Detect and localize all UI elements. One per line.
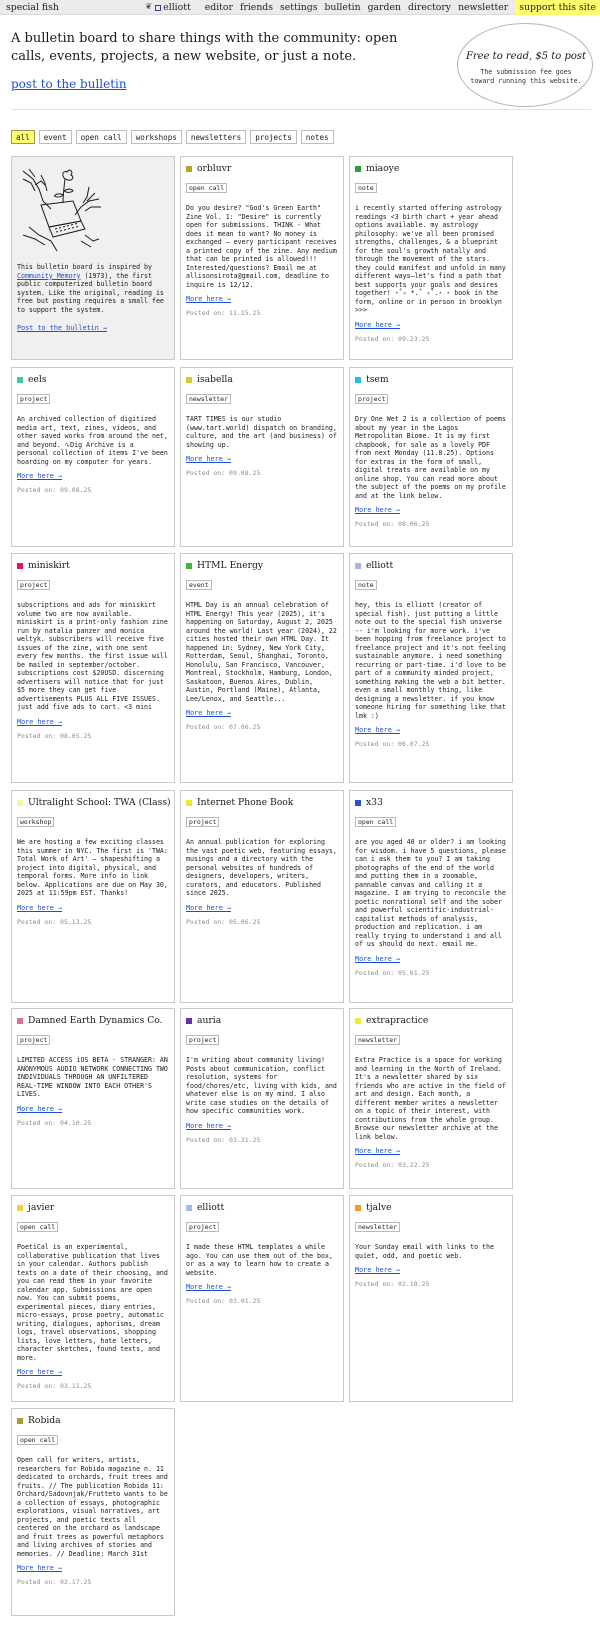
- username: elliott: [163, 2, 191, 13]
- post-card-tsem: [349, 367, 513, 547]
- post-tag: project: [17, 394, 50, 404]
- intro-text: A bulletin board to share things with the community: open calls, events, projects, a new website, or just a note.: [11, 31, 398, 64]
- computer-hands-illustration: [19, 165, 103, 253]
- top-nav: [0, 0, 600, 15]
- color-swatch: [186, 377, 192, 383]
- more-link[interactable]: More here →: [186, 1283, 232, 1291]
- post-card-elliott: [349, 553, 513, 783]
- nav-garden[interactable]: garden: [367, 2, 401, 13]
- card-header: [186, 797, 338, 809]
- post-date: Posted on: 11.15.25: [186, 309, 261, 317]
- post-tag: newsletter: [186, 394, 231, 404]
- site-name[interactable]: special fish: [6, 2, 59, 13]
- card-header: [355, 374, 507, 386]
- post-tag: open call: [186, 183, 227, 193]
- filter-newsletters[interactable]: newsletters: [186, 130, 246, 144]
- filter-bar: [11, 130, 338, 144]
- post-tag: project: [186, 1035, 219, 1045]
- post-to-bulletin-link[interactable]: post to the bulletin: [11, 77, 127, 91]
- post-author[interactable]: auria: [197, 1015, 222, 1026]
- color-swatch: [355, 800, 361, 806]
- post-body: Open call for writers, artists, researchers for Robida magazine n. 11 dedicated to orchards, fruit trees and fruits. // The publication Robida 11: Orchard/Sadovnjak/Frutteto wants to be a collection of essays, photographic explorations, visual narratives, art projects, and poetic texts all centered on the orchard as landscape and fruit trees as powerful metaphors and living archives of stories and memories. // Deadline: March 31st: [17, 1456, 168, 1558]
- post-tag: project: [17, 580, 50, 590]
- post-author[interactable]: extrapractice: [366, 1015, 429, 1026]
- post-date: Posted on: 08.05.25: [17, 731, 92, 740]
- color-swatch: [186, 1018, 192, 1024]
- post-body: Dry One Wet 2 is a collection of poems about my year in the Lagos Metropolitan Biome. It is my first chapbook, for sale as a lovely PDF from next Monday (11.8.25). Options for extras in the form of small, digital treats are available on my online shop. You can read more about the subject of the poems on my profile and at the link below.: [355, 415, 506, 500]
- post-tag: project: [186, 817, 219, 827]
- card-header: [355, 1202, 507, 1214]
- more-link[interactable]: More here →: [186, 455, 232, 463]
- post-body: An annual publication for exploring the vast poetic web, featuring essays, musings and a directory with the personal websites of hundreds of designers, developers, writers, curators, and educators. Published since 2025.: [186, 838, 337, 897]
- filter-workshops[interactable]: workshops: [131, 130, 182, 144]
- post-card-tjalve: [349, 1195, 513, 1402]
- filter-open-call[interactable]: open call: [76, 130, 127, 144]
- more-link[interactable]: More here →: [17, 1368, 63, 1376]
- more-link[interactable]: More here →: [17, 1104, 63, 1113]
- post-tag: newsletter: [355, 1222, 400, 1232]
- post-body: TART TIMES is our studio (www.tart.world) dispatch on branding, culture, and the art (and business) of showing up.: [186, 415, 337, 449]
- post-date: Posted on: 05.06.25: [186, 917, 261, 926]
- color-swatch: [355, 563, 361, 569]
- card-header: [186, 1015, 338, 1027]
- post-date: Posted on: 03.11.25: [17, 1382, 92, 1390]
- fee-text: The submission fee goes toward running this website.: [470, 68, 582, 85]
- post-date: Posted on: 05.13.25: [17, 917, 92, 926]
- post-date: Posted on: 03.01.25: [186, 1297, 261, 1305]
- sprout-icon: ❦: [145, 2, 153, 12]
- card-header: [17, 1202, 169, 1214]
- nav-editor[interactable]: editor: [204, 2, 233, 13]
- post-author[interactable]: miaoye: [366, 163, 400, 174]
- more-link[interactable]: More here →: [17, 472, 63, 480]
- more-link[interactable]: More here →: [355, 954, 401, 963]
- post-card-html-energy: [180, 553, 344, 783]
- post-tag: newsletter: [355, 1035, 400, 1045]
- post-card-auria: [180, 1008, 344, 1189]
- color-swatch: [17, 563, 23, 569]
- nav-bulletin[interactable]: bulletin: [324, 2, 361, 13]
- card-header: [355, 163, 507, 175]
- color-swatch: [17, 1018, 23, 1024]
- more-link[interactable]: More here →: [186, 295, 232, 303]
- post-author[interactable]: orbluvr: [197, 163, 232, 174]
- post-date: Posted on: 03.31.25: [186, 1135, 261, 1144]
- card-header: [355, 797, 507, 809]
- community-memory-link[interactable]: Community Memory: [17, 271, 81, 280]
- user-box-icon: [155, 5, 161, 11]
- filter-all[interactable]: all: [11, 130, 35, 144]
- card-header: [186, 560, 338, 572]
- post-date: Posted on: 02.18.25: [355, 1280, 430, 1288]
- post-date: Posted on: 05.01.25: [355, 968, 430, 977]
- post-tag: open call: [355, 817, 396, 827]
- post-author[interactable]: Ultralight School: TWA (Class): [28, 797, 171, 808]
- card-header: [355, 1015, 507, 1027]
- post-author[interactable]: Robida: [28, 1415, 61, 1426]
- color-swatch: [355, 1205, 361, 1211]
- post-tag: open call: [17, 1435, 58, 1445]
- color-swatch: [355, 166, 361, 172]
- post-author[interactable]: elliott: [197, 1202, 225, 1213]
- support-link[interactable]: support this site: [515, 0, 600, 15]
- post-card-miniskirt: [11, 553, 175, 783]
- post-tag: workshop: [17, 817, 54, 827]
- more-link[interactable]: More here →: [355, 1266, 401, 1274]
- post-body: hey, this is elliott (creator of special fish). just putting a little note out to the special fish universe -- i'm looking for more work. i've been hopping from freelance project to freelance project and it's not feeling sustainable anymore. i need something recurring or part-time. i'd love to be part of a community minded project, something making the web a bit better. even a small monthly thing, like designing a newsletter. if you know someone hiring for something like that lmk :): [355, 601, 506, 720]
- nav-friends[interactable]: friends: [239, 2, 274, 13]
- post-body: We are hosting a few exciting classes this summer in NYC. The first is 'TWA: Total Work of Art' — shapeshifting a project into digital, physical, and temporal forms. More info in link below. Applications are due on May 30, 2025 at 11:59pm EST. Thanks!: [17, 838, 168, 897]
- color-swatch: [355, 377, 361, 383]
- post-card-miaoye: [349, 156, 513, 360]
- divider: [11, 109, 591, 110]
- color-swatch: [17, 1418, 23, 1424]
- post-card-internet-phone-book: [180, 790, 344, 1003]
- post-author[interactable]: tsem: [366, 374, 389, 385]
- post-body: subscriptions and ads for miniskirt volume two are now available. miniskirt is a print-only fashion zine run by natalia panzer and monica weltyk. subscribers will receive five issues of the zine, with one sent every few months. the first issue will be mailed in september/october. subscriptions cost $20USD. discerning advertisers will notice that for just $5 more they can get five advertisements PLUS ALL FIVE ISSUES. just add five ads to cart. <3 mini: [17, 601, 168, 711]
- post-card-damned-earth: [11, 1008, 175, 1189]
- card-header: [186, 374, 338, 386]
- more-link[interactable]: More here →: [186, 1121, 232, 1130]
- nav-newsletter[interactable]: newsletter: [458, 2, 509, 13]
- card-header: [186, 163, 338, 175]
- user-link[interactable]: [155, 0, 198, 15]
- post-body: I made these HTML templates a while ago. You can use them out of the box, or as a way to learn how to create a website.: [186, 1243, 333, 1277]
- post-author[interactable]: x33: [366, 797, 383, 808]
- card-header: [186, 1202, 338, 1214]
- post-card-javier: [11, 1195, 175, 1402]
- post-card-orbluvr: [180, 156, 344, 360]
- post-body: HTML Day is an annual celebration of HTML Energy! This year (2025), it's happening on Saturday, August 2, 2025 around the world! Last year (2024), 22 cities hosted their own HTML Day. It happened in: Sydney, New York City, Rotterdam, Seoul, Shanghai, Toronto, Honolulu, San Francisco, Vancouver, Montreal, Stockholm, Hamburg, London, Saskatoon, Buenos Aires, Dublin, Austin, Portland (Maine), Atlanta, Lee/Lenox, and Seattle...: [186, 601, 337, 703]
- post-body: i recently started offering astrology readings <3 birth chart + year ahead options available. my astrology philosophy: we've all been promised strengths, challenges, & a blueprint for the soul's growth natally and through the movement of the stars. they could manifest and unfold in many different ways—let's find a path that best supports your goals and desires together! ⋆˚✧ *.˚ ✧˚.⋆ ⋆ book in the form, online or in person in brooklyn >>>: [355, 204, 506, 314]
- post-body: An archived collection of digitized media art, text, zines, videos, and other saved works from around the net, and beyond. ∿Dig Archive is a personal collection of items I've been hoarding on my computer for years.: [17, 415, 168, 466]
- post-author[interactable]: tjalve: [366, 1202, 392, 1213]
- post-date: Posted on: 09.08.25: [17, 486, 92, 494]
- about-text-after: (1973), the first public computerized bulletin board system. Like the original, reading is free but posting requires a small fee to support the system.: [17, 271, 164, 314]
- color-swatch: [186, 166, 192, 172]
- post-date: Posted on: 03.22.25: [355, 1161, 430, 1169]
- post-author[interactable]: Internet Phone Book: [197, 797, 294, 808]
- card-header: [17, 1415, 169, 1427]
- more-link[interactable]: More here →: [186, 709, 232, 717]
- about-text: [17, 263, 169, 314]
- filter-notes[interactable]: notes: [301, 130, 334, 144]
- post-body: are you aged 40 or older? i am looking for wisdom. i have 5 questions, please can i ask them to you? I am taking photographs of the end of the world and putting them in a zoomable, pannable canvas and calling it a magazine. I am trying to reconcile the poetic nonrational self and the sober and powerful scientific-industrial-capitalist methods of analysis, production and replication. i am really trying to understand i and all of us should do next. email me.: [355, 838, 506, 948]
- more-link[interactable]: More here →: [355, 1147, 401, 1155]
- nav-settings[interactable]: settings: [280, 2, 318, 13]
- post-date: Posted on: 02.17.25: [17, 1578, 92, 1586]
- color-swatch: [17, 1205, 23, 1211]
- post-author[interactable]: miniskirt: [28, 560, 70, 571]
- post-author[interactable]: HTML Energy: [197, 560, 264, 571]
- post-body: Your Sunday email with links to the quiet, odd, and poetic web.: [355, 1243, 494, 1260]
- card-header: [17, 797, 169, 809]
- card-header: [17, 1015, 169, 1027]
- card-header: [17, 560, 169, 572]
- more-link[interactable]: More here →: [17, 1564, 63, 1572]
- post-date: Posted on: 04.10.25: [17, 1118, 92, 1127]
- post-body: Extra Practice is a space for working and learning in the North of Ireland. It's a newsletter shared by six friends who are active in the field of art and design. Each month, a different member writes a newsletter on a topic of their interest, with contributions from the whole group. Browse our newsletter archive at the link below.: [355, 1056, 506, 1141]
- card-header: [17, 374, 169, 386]
- more-link[interactable]: More here →: [355, 506, 401, 514]
- post-date: Posted on: 07.06.25: [186, 723, 261, 731]
- post-author[interactable]: isabella: [197, 374, 233, 385]
- post-card-x33: [349, 790, 513, 1003]
- about-text-before: This bulletin board is inspired by: [17, 263, 152, 271]
- about-post-link[interactable]: Post to the bulletin →: [17, 324, 108, 332]
- color-swatch: [186, 1205, 192, 1211]
- card-header: [355, 560, 507, 572]
- more-link[interactable]: More here →: [355, 726, 401, 734]
- about-card: [11, 156, 175, 360]
- fee-note: [457, 23, 593, 107]
- filter-event[interactable]: event: [39, 130, 72, 144]
- post-card-eels: [11, 367, 175, 547]
- post-body: Do you desire? "God's Green Earth" Zine Vol. 1: "Desire" is currently open for submissions. THINK - What does it mean to want? No money is exchanged — every participant receives a printed copy of the zine. Any medium that can be printed is allowed!!! Interested/questions? Email me at allisonsirota@gmail.com, deadline to inquire is 12/12.: [186, 204, 337, 289]
- post-tag: open call: [17, 1222, 58, 1232]
- post-date: Posted on: 09.23.25: [355, 334, 430, 343]
- post-body: PoetiCal is an experimental, collaborative publication that lives in your calendar. Authors publish texts on a date of their choosing, and you can read them in your favorite calendar app. Submissions are open now. You can submit poems, experimental pieces, diary entries, micro-essays, prose poetry, automatic writing, dialogues, aphorisms, dream logs, travel observations, shopping lists, love letters, hate letters, character sketches, found texts, and more.: [17, 1243, 168, 1362]
- post-author[interactable]: eels: [28, 374, 47, 385]
- post-tag: event: [186, 580, 212, 590]
- fee-title: Free to read, $5 to post: [465, 51, 587, 62]
- post-author[interactable]: elliott: [366, 560, 394, 571]
- post-card-isabella: [180, 367, 344, 547]
- color-swatch: [355, 1018, 361, 1024]
- color-swatch: [186, 563, 192, 569]
- post-tag: project: [355, 394, 388, 404]
- more-link[interactable]: More here →: [355, 320, 401, 329]
- nav-links: [145, 0, 600, 15]
- post-body: LIMITED ACCESS iOS BETA - STRANGER: AN ANONYMOUS AUDIO NETWORK CONNECTING TWO INDIVIDUALS THROUGH AN UNFILTERED REAL-TIME WINDOW INTO EACH OTHER'S LIVES.: [17, 1056, 168, 1098]
- post-tag: note: [355, 183, 377, 193]
- post-date: Posted on: 06.07.25: [355, 740, 430, 748]
- post-card-elliott-2: [180, 1195, 344, 1402]
- more-link[interactable]: More here →: [17, 903, 63, 912]
- filter-projects[interactable]: projects: [250, 130, 297, 144]
- more-link[interactable]: More here →: [186, 903, 232, 912]
- post-body: I'm writing about community living! Posts about communication, conflict resolution, systems for food/chores/etc, living with kids, and whatever else is on my mind. I also write case studies on the details of how specific communities work.: [186, 1056, 337, 1115]
- color-swatch: [17, 377, 23, 383]
- post-date: Posted on: 08.06.25: [355, 520, 430, 528]
- post-card-extrapractice: [349, 1008, 513, 1189]
- post-date: Posted on: 09.08.25: [186, 469, 261, 477]
- post-card-ultralight: [11, 790, 175, 1003]
- post-tag: note: [355, 580, 377, 590]
- color-swatch: [186, 800, 192, 806]
- post-card-robida: [11, 1408, 175, 1616]
- more-link[interactable]: More here →: [17, 717, 63, 726]
- post-tag: project: [17, 1035, 50, 1045]
- post-author[interactable]: javier: [28, 1202, 55, 1213]
- nav-directory[interactable]: directory: [407, 2, 452, 13]
- post-author[interactable]: Damned Earth Dynamics Co.: [28, 1015, 163, 1026]
- color-swatch: [17, 800, 23, 806]
- post-tag: project: [186, 1222, 219, 1232]
